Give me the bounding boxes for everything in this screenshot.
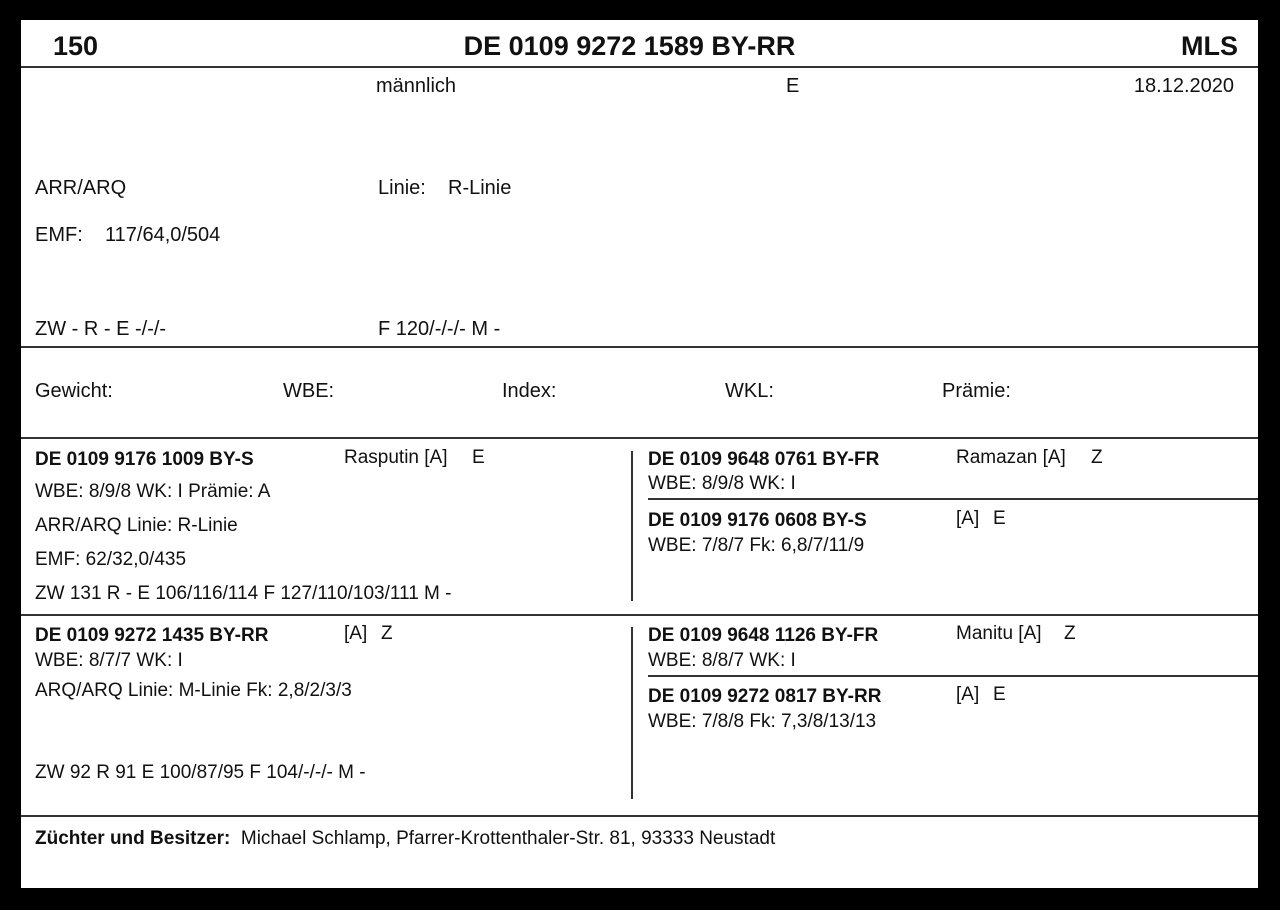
dam-dam-line: WBE: 7/8/8 Fk: 7,3/8/13/13 xyxy=(648,711,877,732)
divider xyxy=(21,66,1258,68)
sire-sire-id: DE 0109 9648 0761 BY-FR xyxy=(648,449,880,470)
zw-values: ZW - R - E -/-/- xyxy=(35,318,167,340)
grade: E xyxy=(786,75,800,97)
dam-dam-grade: E xyxy=(993,684,1006,705)
wkl-label: WKL: xyxy=(725,380,774,402)
catalog-card xyxy=(21,20,1258,888)
emf-label: EMF: xyxy=(35,224,83,246)
breeder-owner xyxy=(35,828,775,850)
dam-dam-name: [A] xyxy=(956,684,980,705)
column-divider xyxy=(631,627,633,799)
dam-line: WBE: 8/7/7 WK: I xyxy=(35,650,183,671)
f-values: F 120/-/-/- M - xyxy=(378,318,501,340)
gewicht-label: Gewicht: xyxy=(35,380,113,402)
dam-sire-line: WBE: 8/8/7 WK: I xyxy=(648,650,796,671)
sire-name: Rasputin [A] xyxy=(344,447,448,468)
linie-label: Linie: xyxy=(378,177,426,199)
sire-sire-name: Ramazan [A] xyxy=(956,447,1066,468)
praemie-label: Prämie: xyxy=(942,380,1011,402)
sire-line: ARR/ARQ Linie: R-Linie xyxy=(35,515,238,536)
divider xyxy=(21,815,1258,817)
sire-dam-id: DE 0109 9176 0608 BY-S xyxy=(648,510,867,531)
divider xyxy=(21,346,1258,348)
emf-value: 117/64,0/504 xyxy=(105,224,221,246)
column-divider xyxy=(631,451,633,601)
sire-dam-name: [A] xyxy=(956,508,980,529)
sire-dam-grade: E xyxy=(993,508,1006,529)
sire-sire-grade: Z xyxy=(1091,447,1103,468)
sire-line: WBE: 8/9/8 WK: I Prämie: A xyxy=(35,481,271,502)
divider xyxy=(648,675,1258,677)
catalog-number: 150 xyxy=(53,31,99,61)
dam-grade: Z xyxy=(381,623,393,644)
divider xyxy=(21,614,1258,616)
dam-sire-id: DE 0109 9648 1126 BY-FR xyxy=(648,625,879,646)
index-label: Index: xyxy=(502,380,557,402)
sire-sire-line: WBE: 8/9/8 WK: I xyxy=(648,473,796,494)
breeder-label: Züchter und Besitzer: xyxy=(35,828,231,849)
wbe-label: WBE: xyxy=(283,380,335,402)
dam-sire-name: Manitu [A] xyxy=(956,623,1042,644)
dam-sire-grade: Z xyxy=(1064,623,1076,644)
sire-id: DE 0109 9176 1009 BY-S xyxy=(35,449,254,470)
dam-name: [A] xyxy=(344,623,368,644)
sire-line: EMF: 62/32,0/435 xyxy=(35,549,187,570)
dam-id: DE 0109 9272 1435 BY-RR xyxy=(35,625,269,646)
date: 18.12.2020 xyxy=(1133,75,1234,97)
dam-line: ARQ/ARQ Linie: M-Linie Fk: 2,8/2/3/3 xyxy=(35,680,352,701)
sire-grade: E xyxy=(472,447,485,468)
breeder-value: Michael Schlamp, Pfarrer-Krottenthaler-Str. 81, 93333 Neustadt xyxy=(240,828,776,849)
sire-dam-line: WBE: 7/8/7 Fk: 6,8/7/11/9 xyxy=(648,535,865,556)
dam-line: ZW 92 R 91 E 100/87/95 F 104/-/-/- M - xyxy=(35,762,366,783)
divider xyxy=(21,437,1258,439)
dam-dam-id: DE 0109 9272 0817 BY-RR xyxy=(648,686,882,707)
divider xyxy=(648,498,1258,500)
linie-value: R-Linie xyxy=(448,177,512,199)
sex: männlich xyxy=(376,75,457,97)
genotype: ARR/ARQ xyxy=(35,177,127,199)
breed-code: MLS xyxy=(1181,31,1238,61)
sire-line: ZW 131 R - E 106/116/114 F 127/110/103/111 M - xyxy=(35,583,452,604)
ring-id: DE 0109 9272 1589 BY-RR xyxy=(463,31,796,61)
